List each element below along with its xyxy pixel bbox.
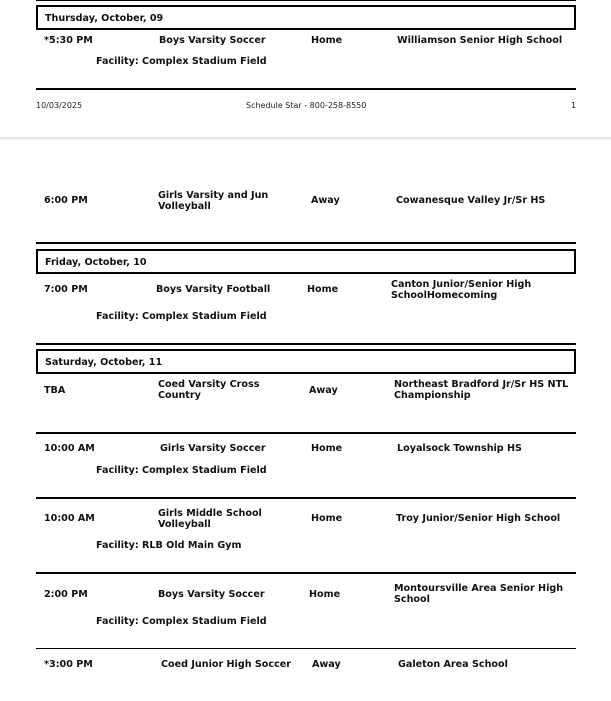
divider bbox=[36, 648, 576, 649]
footer-center: Schedule Star - 800-258-8550 bbox=[246, 101, 367, 110]
day-header-label: Friday, October, 10 bbox=[45, 257, 147, 268]
event-opponent bbox=[394, 379, 568, 401]
day-header-saturday bbox=[36, 349, 576, 374]
event-opponent: Williamson Senior High School bbox=[397, 35, 563, 46]
event-facility: Facility: Complex Stadium Field bbox=[96, 616, 267, 627]
event-facility: Facility: Complex Stadium Field bbox=[96, 465, 267, 476]
event-activity-line: Country bbox=[158, 390, 201, 401]
event-activity: Boys Varsity Soccer bbox=[158, 589, 265, 600]
event-opponent bbox=[391, 279, 531, 301]
event-activity: Coed Junior High Soccer bbox=[161, 659, 291, 670]
day-header-thursday bbox=[36, 5, 576, 30]
event-location: Home bbox=[307, 284, 339, 295]
event-location: Away bbox=[311, 195, 340, 206]
event-location: Home bbox=[311, 35, 343, 46]
page-break bbox=[0, 137, 611, 141]
event-time: *5:30 PM bbox=[44, 35, 93, 46]
event-time: TBA bbox=[44, 385, 66, 396]
event-opponent-line: Championship bbox=[394, 390, 471, 401]
event-opponent-line: Montoursville Area Senior High bbox=[394, 583, 564, 594]
event-activity: Boys Varsity Soccer bbox=[159, 35, 266, 46]
event-location: Home bbox=[311, 443, 343, 454]
divider bbox=[36, 343, 576, 345]
event-time: 6:00 PM bbox=[44, 195, 88, 206]
divider bbox=[36, 572, 576, 574]
event-activity bbox=[158, 379, 259, 401]
event-time: 10:00 AM bbox=[44, 443, 95, 454]
divider bbox=[36, 0, 576, 1]
footer-date: 10/03/2025 bbox=[36, 101, 83, 110]
event-location: Home bbox=[311, 513, 343, 524]
event-activity-line: Girls Middle School bbox=[158, 508, 262, 519]
divider bbox=[36, 242, 576, 244]
day-header-label: Thursday, October, 09 bbox=[45, 13, 164, 24]
event-time: *3:00 PM bbox=[44, 659, 93, 670]
event-opponent-line: Northeast Bradford Jr/Sr HS NTL bbox=[394, 379, 569, 390]
event-opponent: Loyalsock Township HS bbox=[397, 443, 522, 454]
event-opponent bbox=[394, 583, 563, 605]
divider bbox=[36, 88, 576, 90]
event-activity-line: Girls Varsity and Jun bbox=[158, 190, 269, 201]
day-header-friday bbox=[36, 249, 576, 274]
event-time: 7:00 PM bbox=[44, 284, 88, 295]
event-activity bbox=[158, 508, 262, 530]
event-location: Home bbox=[309, 589, 341, 600]
event-activity bbox=[158, 190, 268, 212]
event-location: Away bbox=[312, 659, 341, 670]
event-activity-line: Volleyball bbox=[158, 519, 211, 530]
day-header-label: Saturday, October, 11 bbox=[45, 357, 163, 368]
event-opponent-line: SchoolHomecoming bbox=[391, 290, 498, 301]
event-facility: Facility: Complex Stadium Field bbox=[96, 311, 267, 322]
event-time: 10:00 AM bbox=[44, 513, 95, 524]
event-opponent: Troy Junior/Senior High School bbox=[396, 513, 561, 524]
event-location: Away bbox=[309, 385, 338, 396]
event-activity-line: Coed Varsity Cross bbox=[158, 379, 260, 390]
event-opponent-line: School bbox=[394, 594, 430, 605]
event-activity-line: Volleyball bbox=[158, 201, 211, 212]
footer-page-number: 1 bbox=[571, 101, 577, 110]
event-opponent: Cowanesque Valley Jr/Sr HS bbox=[396, 195, 546, 206]
divider bbox=[36, 497, 576, 499]
event-opponent: Galeton Area School bbox=[398, 659, 508, 670]
event-activity: Boys Varsity Football bbox=[156, 284, 271, 295]
event-time: 2:00 PM bbox=[44, 589, 88, 600]
event-facility: Facility: Complex Stadium Field bbox=[96, 56, 267, 67]
event-activity: Girls Varsity Soccer bbox=[160, 443, 266, 454]
divider bbox=[36, 432, 576, 434]
event-opponent-line: Canton Junior/Senior High bbox=[391, 279, 532, 290]
event-facility: Facility: RLB Old Main Gym bbox=[96, 540, 242, 551]
